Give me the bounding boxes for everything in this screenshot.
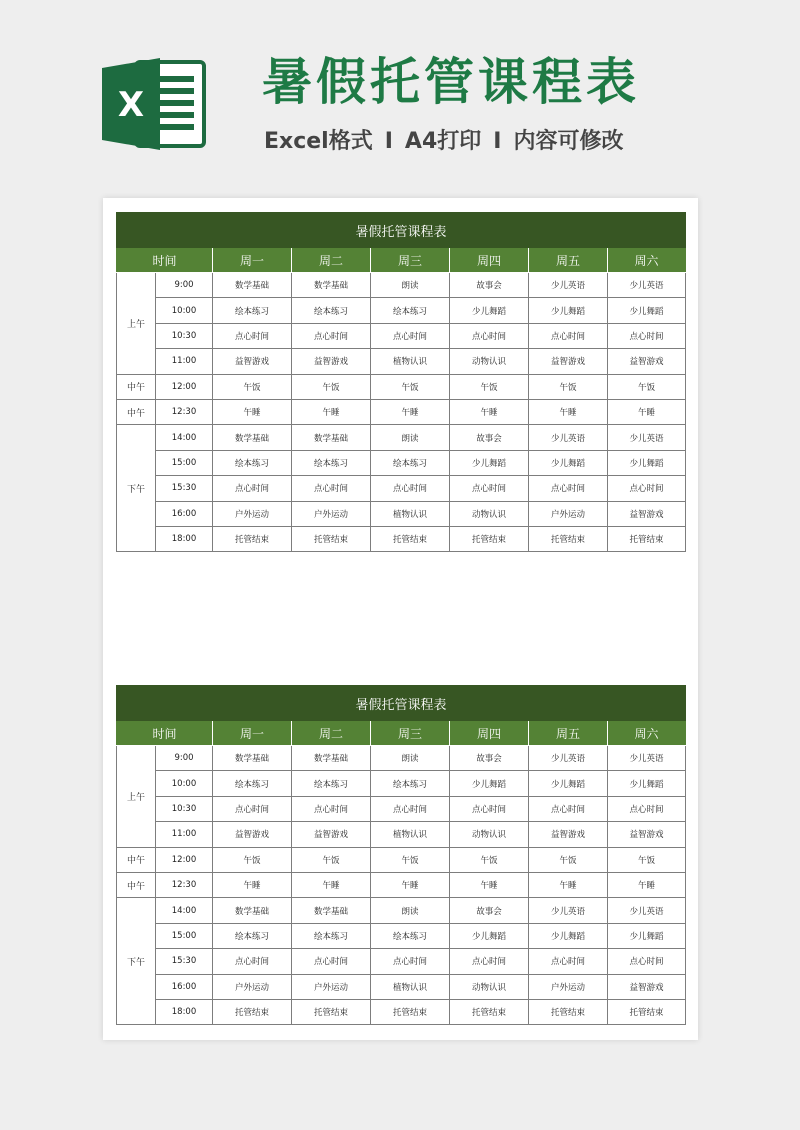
activity-cell: 午睡 [371, 399, 450, 424]
time-cell: 10:00 [156, 771, 213, 796]
activity-cell: 午睡 [529, 872, 608, 897]
activity-cell: 午睡 [450, 399, 529, 424]
activity-cell: 托管结束 [529, 526, 608, 551]
activity-cell: 益智游戏 [213, 822, 292, 847]
table-row [117, 898, 686, 923]
activity-cell: 少儿舞蹈 [450, 450, 529, 475]
activity-cell: 午饭 [371, 374, 450, 399]
svg-text:X: X [117, 85, 145, 125]
activity-cell: 点心时间 [608, 949, 686, 974]
activity-cell: 绘本练习 [371, 923, 450, 948]
table-row [117, 450, 686, 475]
activity-cell: 少儿英语 [608, 425, 686, 450]
activity-cell: 少儿舞蹈 [608, 298, 686, 323]
activity-cell: 植物认识 [371, 822, 450, 847]
time-cell: 15:00 [156, 450, 213, 475]
period-cell: 中午 [117, 374, 156, 399]
period-cell: 下午 [117, 425, 156, 552]
activity-cell: 点心时间 [450, 949, 529, 974]
table-row [117, 425, 686, 450]
activity-cell: 数学基础 [213, 425, 292, 450]
activity-cell: 故事会 [450, 746, 529, 771]
table-row [117, 501, 686, 526]
activity-cell: 绘本练习 [371, 298, 450, 323]
activity-cell: 点心时间 [371, 949, 450, 974]
time-cell: 10:30 [156, 796, 213, 821]
table-row [117, 298, 686, 323]
activity-cell: 点心时间 [450, 796, 529, 821]
activity-cell: 益智游戏 [608, 974, 686, 999]
activity-cell: 绘本练习 [371, 771, 450, 796]
activity-cell: 托管结束 [292, 999, 371, 1024]
activity-cell: 益智游戏 [608, 349, 686, 374]
period-cell: 中午 [117, 399, 156, 424]
activity-cell: 朗读 [371, 898, 450, 923]
time-cell: 9:00 [156, 746, 213, 771]
time-cell: 15:00 [156, 923, 213, 948]
activity-cell: 植物认识 [371, 501, 450, 526]
activity-cell: 绘本练习 [371, 450, 450, 475]
activity-cell: 少儿英语 [529, 898, 608, 923]
activity-cell: 午饭 [371, 847, 450, 872]
activity-cell: 少儿舞蹈 [608, 771, 686, 796]
activity-cell: 动物认识 [450, 349, 529, 374]
activity-cell: 户外运动 [213, 501, 292, 526]
time-cell: 16:00 [156, 501, 213, 526]
table-row [117, 771, 686, 796]
time-cell: 12:30 [156, 399, 213, 424]
activity-cell: 益智游戏 [529, 822, 608, 847]
time-cell: 9:00 [156, 273, 213, 298]
column-header-day: 周六 [608, 721, 686, 746]
activity-cell: 少儿舞蹈 [450, 771, 529, 796]
activity-cell: 午睡 [529, 399, 608, 424]
activity-cell: 数学基础 [292, 425, 371, 450]
activity-cell: 益智游戏 [292, 349, 371, 374]
activity-cell: 午饭 [292, 374, 371, 399]
activity-cell: 故事会 [450, 425, 529, 450]
activity-cell: 绘本练习 [292, 298, 371, 323]
activity-cell: 绘本练习 [213, 771, 292, 796]
table-row [117, 999, 686, 1024]
activity-cell: 点心时间 [213, 476, 292, 501]
activity-cell: 午饭 [213, 847, 292, 872]
subtitle-format: Excel格式 [264, 129, 373, 154]
column-header-time: 时间 [117, 248, 213, 273]
activity-cell: 点心时间 [292, 323, 371, 348]
activity-cell: 午饭 [608, 847, 686, 872]
subtitle-editable: 内容可修改 [513, 129, 624, 154]
time-cell: 16:00 [156, 974, 213, 999]
time-cell: 12:00 [156, 847, 213, 872]
activity-cell: 点心时间 [292, 796, 371, 821]
activity-cell: 动物认识 [450, 822, 529, 847]
activity-cell: 户外运动 [292, 501, 371, 526]
activity-cell: 托管结束 [371, 526, 450, 551]
activity-cell: 少儿英语 [529, 273, 608, 298]
activity-cell: 午饭 [450, 847, 529, 872]
activity-cell: 托管结束 [608, 999, 686, 1024]
activity-cell: 点心时间 [213, 796, 292, 821]
activity-cell: 午饭 [608, 374, 686, 399]
activity-cell: 午饭 [213, 374, 292, 399]
activity-cell: 朗读 [371, 746, 450, 771]
excel-logo-icon [102, 58, 208, 150]
activity-cell: 益智游戏 [608, 822, 686, 847]
table-row [117, 349, 686, 374]
activity-cell: 点心时间 [529, 949, 608, 974]
column-header-day: 周二 [292, 248, 371, 273]
activity-cell: 数学基础 [213, 273, 292, 298]
table-row [117, 923, 686, 948]
subtitle-separator: I [493, 129, 502, 154]
activity-cell: 午饭 [450, 374, 529, 399]
time-cell: 15:30 [156, 476, 213, 501]
period-cell: 下午 [117, 898, 156, 1025]
column-header-day: 周一 [213, 248, 292, 273]
activity-cell: 少儿舞蹈 [450, 923, 529, 948]
table-row [117, 949, 686, 974]
column-header-day: 周四 [450, 248, 529, 273]
activity-cell: 益智游戏 [608, 501, 686, 526]
page-title: 暑假托管课程表 [262, 53, 640, 111]
column-header-day: 周三 [371, 248, 450, 273]
document-page [103, 198, 698, 1040]
activity-cell: 午睡 [213, 872, 292, 897]
time-cell: 18:00 [156, 526, 213, 551]
table-row [117, 847, 686, 872]
activity-cell: 少儿舞蹈 [529, 771, 608, 796]
time-cell: 14:00 [156, 898, 213, 923]
activity-cell: 点心时间 [608, 476, 686, 501]
activity-cell: 故事会 [450, 898, 529, 923]
period-cell: 中午 [117, 872, 156, 897]
subtitle-print: A4打印 [404, 129, 482, 154]
activity-cell: 绘本练习 [292, 771, 371, 796]
activity-cell: 托管结束 [213, 999, 292, 1024]
activity-cell: 点心时间 [529, 323, 608, 348]
activity-cell: 数学基础 [292, 898, 371, 923]
table-row [117, 399, 686, 424]
activity-cell: 少儿英语 [608, 746, 686, 771]
activity-cell: 植物认识 [371, 974, 450, 999]
subtitle-separator: I [384, 129, 393, 154]
activity-cell: 午饭 [529, 374, 608, 399]
activity-cell: 午睡 [292, 399, 371, 424]
activity-cell: 托管结束 [292, 526, 371, 551]
activity-cell: 午饭 [292, 847, 371, 872]
table-row [117, 796, 686, 821]
page-subtitle [264, 126, 623, 158]
activity-cell: 午睡 [292, 872, 371, 897]
activity-cell: 点心时间 [608, 796, 686, 821]
activity-cell: 少儿英语 [529, 746, 608, 771]
activity-cell: 点心时间 [450, 476, 529, 501]
table-row [117, 746, 686, 771]
activity-cell: 点心时间 [529, 796, 608, 821]
activity-cell: 午饭 [529, 847, 608, 872]
schedule-title: 暑假托管课程表 [117, 213, 686, 248]
activity-cell: 动物认识 [450, 974, 529, 999]
activity-cell: 少儿英语 [608, 898, 686, 923]
activity-cell: 少儿英语 [608, 273, 686, 298]
activity-cell: 点心时间 [213, 949, 292, 974]
column-header-day: 周二 [292, 721, 371, 746]
activity-cell: 绘本练习 [213, 450, 292, 475]
activity-cell: 托管结束 [450, 526, 529, 551]
activity-cell: 托管结束 [213, 526, 292, 551]
activity-cell: 绘本练习 [292, 923, 371, 948]
time-cell: 18:00 [156, 999, 213, 1024]
time-cell: 12:00 [156, 374, 213, 399]
activity-cell: 午睡 [213, 399, 292, 424]
activity-cell: 数学基础 [213, 898, 292, 923]
column-header-day: 周六 [608, 248, 686, 273]
activity-cell: 少儿舞蹈 [608, 923, 686, 948]
activity-cell: 少儿舞蹈 [529, 298, 608, 323]
activity-cell: 少儿舞蹈 [450, 298, 529, 323]
column-header-day: 周四 [450, 721, 529, 746]
activity-cell: 绘本练习 [292, 450, 371, 475]
activity-cell: 托管结束 [529, 999, 608, 1024]
table-row [117, 526, 686, 551]
activity-cell: 托管结束 [450, 999, 529, 1024]
time-cell: 14:00 [156, 425, 213, 450]
activity-cell: 数学基础 [292, 273, 371, 298]
time-cell: 15:30 [156, 949, 213, 974]
column-header-day: 周五 [529, 248, 608, 273]
activity-cell: 动物认识 [450, 501, 529, 526]
table-row [117, 872, 686, 897]
schedule-title: 暑假托管课程表 [117, 686, 686, 721]
activity-cell: 点心时间 [292, 949, 371, 974]
activity-cell: 少儿舞蹈 [608, 450, 686, 475]
activity-cell: 少儿英语 [529, 425, 608, 450]
time-cell: 11:00 [156, 822, 213, 847]
time-cell: 10:30 [156, 323, 213, 348]
table-row [117, 974, 686, 999]
column-header-day: 周三 [371, 721, 450, 746]
activity-cell: 户外运动 [529, 501, 608, 526]
activity-cell: 朗读 [371, 273, 450, 298]
activity-cell: 少儿舞蹈 [529, 923, 608, 948]
time-cell: 12:30 [156, 872, 213, 897]
activity-cell: 托管结束 [608, 526, 686, 551]
activity-cell: 点心时间 [371, 476, 450, 501]
table-row [117, 273, 686, 298]
activity-cell: 点心时间 [529, 476, 608, 501]
activity-cell: 数学基础 [292, 746, 371, 771]
schedule-table-1 [116, 212, 686, 552]
activity-cell: 户外运动 [292, 974, 371, 999]
activity-cell: 绘本练习 [213, 298, 292, 323]
activity-cell: 点心时间 [371, 323, 450, 348]
period-cell: 上午 [117, 746, 156, 848]
activity-cell: 点心时间 [450, 323, 529, 348]
activity-cell: 点心时间 [608, 323, 686, 348]
table-row [117, 374, 686, 399]
activity-cell: 数学基础 [213, 746, 292, 771]
page-header [0, 0, 800, 190]
column-header-time: 时间 [117, 721, 213, 746]
schedule-table-2 [116, 685, 686, 1025]
activity-cell: 托管结束 [371, 999, 450, 1024]
period-cell: 上午 [117, 273, 156, 375]
table-row [117, 822, 686, 847]
table-row [117, 476, 686, 501]
activity-cell: 户外运动 [213, 974, 292, 999]
column-header-day: 周五 [529, 721, 608, 746]
activity-cell: 午睡 [608, 399, 686, 424]
activity-cell: 益智游戏 [292, 822, 371, 847]
activity-cell: 少儿舞蹈 [529, 450, 608, 475]
activity-cell: 绘本练习 [213, 923, 292, 948]
activity-cell: 植物认识 [371, 349, 450, 374]
activity-cell: 益智游戏 [213, 349, 292, 374]
time-cell: 10:00 [156, 298, 213, 323]
column-header-day: 周一 [213, 721, 292, 746]
period-cell: 中午 [117, 847, 156, 872]
activity-cell: 午睡 [608, 872, 686, 897]
activity-cell: 朗读 [371, 425, 450, 450]
time-cell: 11:00 [156, 349, 213, 374]
activity-cell: 益智游戏 [529, 349, 608, 374]
activity-cell: 点心时间 [213, 323, 292, 348]
activity-cell: 点心时间 [371, 796, 450, 821]
activity-cell: 午睡 [450, 872, 529, 897]
table-row [117, 323, 686, 348]
activity-cell: 户外运动 [529, 974, 608, 999]
activity-cell: 故事会 [450, 273, 529, 298]
activity-cell: 点心时间 [292, 476, 371, 501]
activity-cell: 午睡 [371, 872, 450, 897]
